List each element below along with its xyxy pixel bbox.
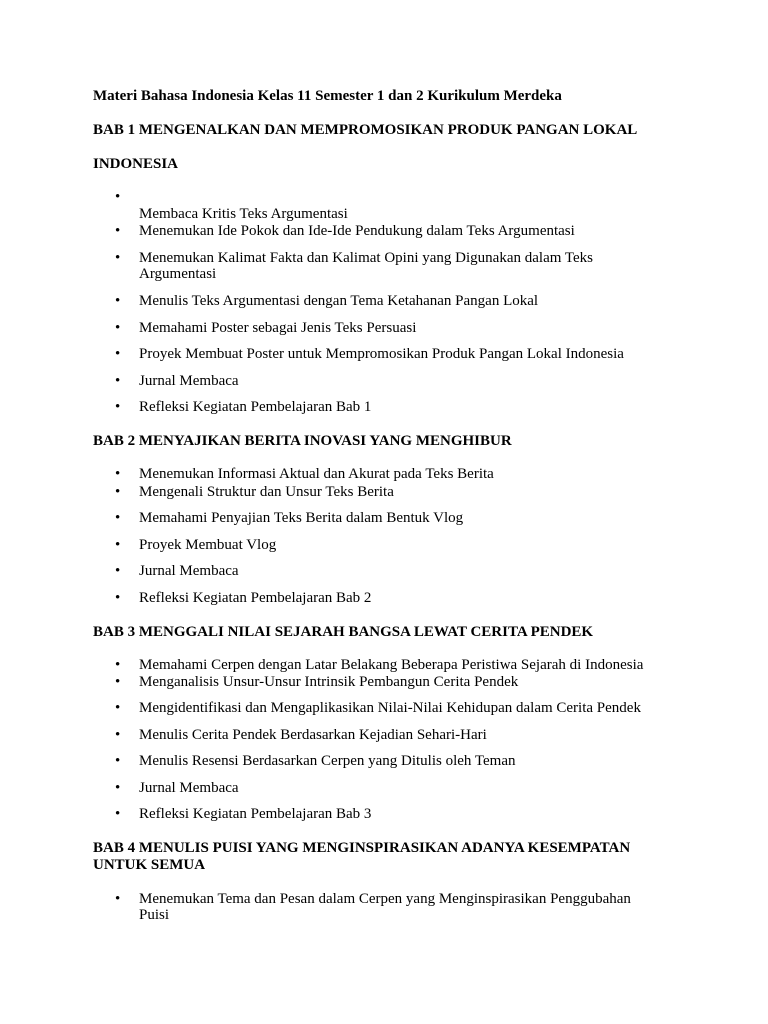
bullet-icon: •	[115, 727, 121, 743]
list-item-text: Menulis Cerita Pendek Berdasarkan Kejadian Sehari-Hari	[139, 727, 487, 743]
list-item-text: Mengidentifikasi dan Mengaplikasikan Nilai-Nilai Kehidupan dalam Cerita Pendek	[139, 700, 641, 716]
list-item-text: Jurnal Membaca	[139, 563, 239, 579]
list-item-text: Mengenali Struktur dan Unsur Teks Berita	[139, 484, 394, 500]
bullet-icon: •	[115, 806, 121, 822]
list-item-text: Menemukan Informasi Aktual dan Akurat pada Teks Berita	[139, 466, 494, 482]
bullet-icon: •	[115, 780, 121, 796]
bullet-icon: •	[115, 484, 121, 500]
bullet-icon: •	[115, 320, 121, 336]
list-item-text: Memahami Poster sebagai Jenis Teks Persuasi	[139, 320, 417, 336]
bullet-icon: •	[115, 700, 121, 716]
list-item-text: Refleksi Kegiatan Pembelajaran Bab 2	[139, 590, 372, 606]
bullet-icon: •	[115, 346, 121, 362]
bab1-heading: BAB 1 MENGENALKAN DAN MEMPROMOSIKAN PRODUK PANGAN LOKAL	[93, 122, 638, 138]
bullet-icon: •	[115, 674, 121, 690]
bullet-icon: •	[115, 466, 121, 482]
list-item-text: Proyek Membuat Poster untuk Mempromosikan Produk Pangan Lokal Indonesia	[139, 346, 624, 362]
bullet-icon: •	[115, 891, 121, 907]
bullet-icon: •	[115, 223, 121, 239]
bullet-icon: •	[115, 189, 121, 205]
bullet-icon: •	[115, 657, 121, 673]
bullet-icon: •	[115, 563, 121, 579]
list-item-text: Menulis Resensi Berdasarkan Cerpen yang Ditulis oleh Teman	[139, 753, 516, 769]
document-title: Materi Bahasa Indonesia Kelas 11 Semester 1 dan 2 Kurikulum Merdeka	[93, 88, 562, 104]
list-item-text: Jurnal Membaca	[139, 780, 239, 796]
list-item-text: Menemukan Kalimat Fakta dan Kalimat Opini yang Digunakan dalam Teks	[139, 250, 593, 266]
bullet-icon: •	[115, 250, 121, 266]
bullet-icon: •	[115, 293, 121, 309]
list-item-text: Menulis Teks Argumentasi dengan Tema Ketahanan Pangan Lokal	[139, 293, 539, 309]
bab1-heading-continued: INDONESIA	[93, 156, 179, 172]
list-item-text: Refleksi Kegiatan Pembelajaran Bab 3	[139, 806, 372, 822]
bab4-heading-continued: UNTUK SEMUA	[93, 857, 206, 873]
list-item-text: Menganalisis Unsur-Unsur Intrinsik Pembangun Cerita Pendek	[139, 674, 519, 690]
list-item-text: Proyek Membuat Vlog	[139, 537, 277, 553]
list-item-text: Refleksi Kegiatan Pembelajaran Bab 1	[139, 399, 372, 415]
bullet-icon: •	[115, 510, 121, 526]
list-item-text: Argumentasi	[139, 266, 217, 282]
bab4-heading: BAB 4 MENULIS PUISI YANG MENGINSPIRASIKAN ADANYA KESEMPATAN	[93, 840, 631, 856]
bullet-icon: •	[115, 537, 121, 553]
bullet-icon: •	[115, 373, 121, 389]
bab3-heading: BAB 3 MENGGALI NILAI SEJARAH BANGSA LEWAT CERITA PENDEK	[93, 624, 594, 640]
bullet-icon: •	[115, 590, 121, 606]
list-item-text: Memahami Penyajian Teks Berita dalam Bentuk Vlog	[139, 510, 464, 526]
list-item-text: Menemukan Tema dan Pesan dalam Cerpen yang Menginspirasikan Penggubahan	[139, 891, 631, 907]
list-item-text: Memahami Cerpen dengan Latar Belakang Beberapa Peristiwa Sejarah di Indonesia	[139, 657, 644, 673]
bullet-icon: •	[115, 399, 121, 415]
list-item-text: Puisi	[139, 907, 170, 923]
list-item-text: Jurnal Membaca	[139, 373, 239, 389]
bab2-heading: BAB 2 MENYAJIKAN BERITA INOVASI YANG MENGHIBUR	[93, 433, 512, 449]
bullet-icon: •	[115, 753, 121, 769]
list-item-text: Membaca Kritis Teks Argumentasi	[139, 206, 348, 222]
list-item-text: Menemukan Ide Pokok dan Ide-Ide Pendukung dalam Teks Argumentasi	[139, 223, 575, 239]
